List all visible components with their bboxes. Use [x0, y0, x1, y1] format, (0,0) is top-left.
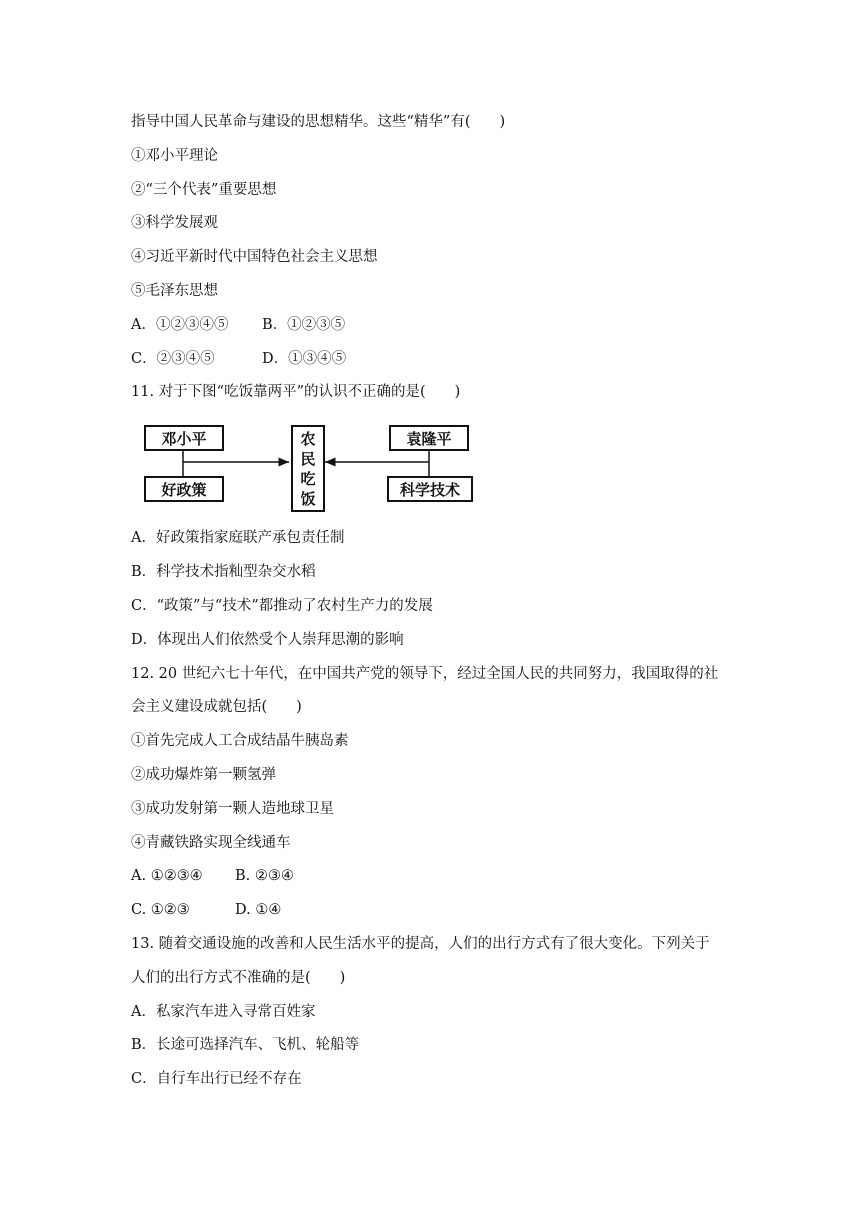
- q10-option-a: A．①②③④⑤: [131, 317, 229, 333]
- q10-item-1: ①邓小平理论: [131, 148, 218, 164]
- q10-option-d: D．①③④⑤: [262, 351, 347, 367]
- q13-option-b: B．长途可选择汽车、飞机、轮船等: [131, 1037, 360, 1053]
- q11-option-a: A．好政策指家庭联产承包责任制: [131, 530, 345, 546]
- q10-option-b: B．①②③⑤: [262, 317, 346, 333]
- center-char-2: 民: [300, 449, 316, 468]
- q12-option-c: C. ①②③: [131, 902, 190, 918]
- q11-diagram: [143, 420, 473, 515]
- q13-stem-line-2: 人们的出行方式不准确的是( ): [131, 970, 346, 986]
- q10-item-4: ④习近平新时代中国特色社会主义思想: [131, 249, 378, 265]
- q12-item-2: ②成功爆炸第一颗氢弹: [131, 767, 276, 783]
- box-yuan-longping: 袁隆平: [389, 425, 469, 451]
- center-char-1: 农: [300, 429, 316, 448]
- q13-option-c: C．自行车出行已经不存在: [131, 1071, 302, 1087]
- q11-stem: 11. 对于下图“吃饭靠两平”的认识不正确的是( ): [131, 384, 461, 400]
- q10-item-2: ②“三个代表”重要思想: [131, 182, 277, 198]
- q12-option-b: B. ②③④: [235, 868, 294, 884]
- q10-option-c: C．②③④⑤: [131, 351, 215, 367]
- box-good-policy: 好政策: [144, 476, 224, 502]
- q10-item-5: ⑤毛泽东思想: [131, 283, 218, 299]
- q10-stem: 指导中国人民革命与建设的思想精华。这些“精华”有( ): [131, 114, 506, 130]
- q13-option-a: A．私家汽车进入寻常百姓家: [131, 1004, 316, 1020]
- center-char-4: 饭: [300, 489, 316, 508]
- q12-stem-line-2: 会主义建设成就包括( ): [131, 699, 302, 715]
- q12-item-1: ①首先完成人工合成结晶牛胰岛素: [131, 733, 349, 749]
- box-farmers-eating: [291, 425, 325, 512]
- box-science-tech: 科学技术: [387, 476, 473, 502]
- q11-option-d: D．体现出人们依然受个人崇拜思潮的影响: [131, 632, 404, 648]
- q12-stem-line-1: 12. 20 世纪六七十年代，在中国共产党的领导下，经过全国人民的共同努力，我国取得的社: [131, 666, 719, 682]
- q12-item-3: ③成功发射第一颗人造地球卫星: [131, 801, 334, 817]
- q10-item-3: ③科学发展观: [131, 215, 218, 231]
- box-deng-xiaoping: 邓小平: [144, 425, 224, 451]
- q12-option-a: A. ①②③④: [131, 868, 203, 884]
- q13-stem-line-1: 13. 随着交通设施的改善和人民生活水平的提高，人们的出行方式有了很大变化。下列关于: [131, 936, 710, 952]
- q11-option-b: B．科学技术指籼型杂交水稻: [131, 564, 316, 580]
- q12-option-d: D. ①④: [235, 902, 282, 918]
- center-char-3: 吃: [300, 469, 316, 488]
- q12-item-4: ④青藏铁路实现全线通车: [131, 835, 291, 851]
- q11-option-c: C．“政策”与“技术”都推动了农村生产力的发展: [131, 598, 433, 614]
